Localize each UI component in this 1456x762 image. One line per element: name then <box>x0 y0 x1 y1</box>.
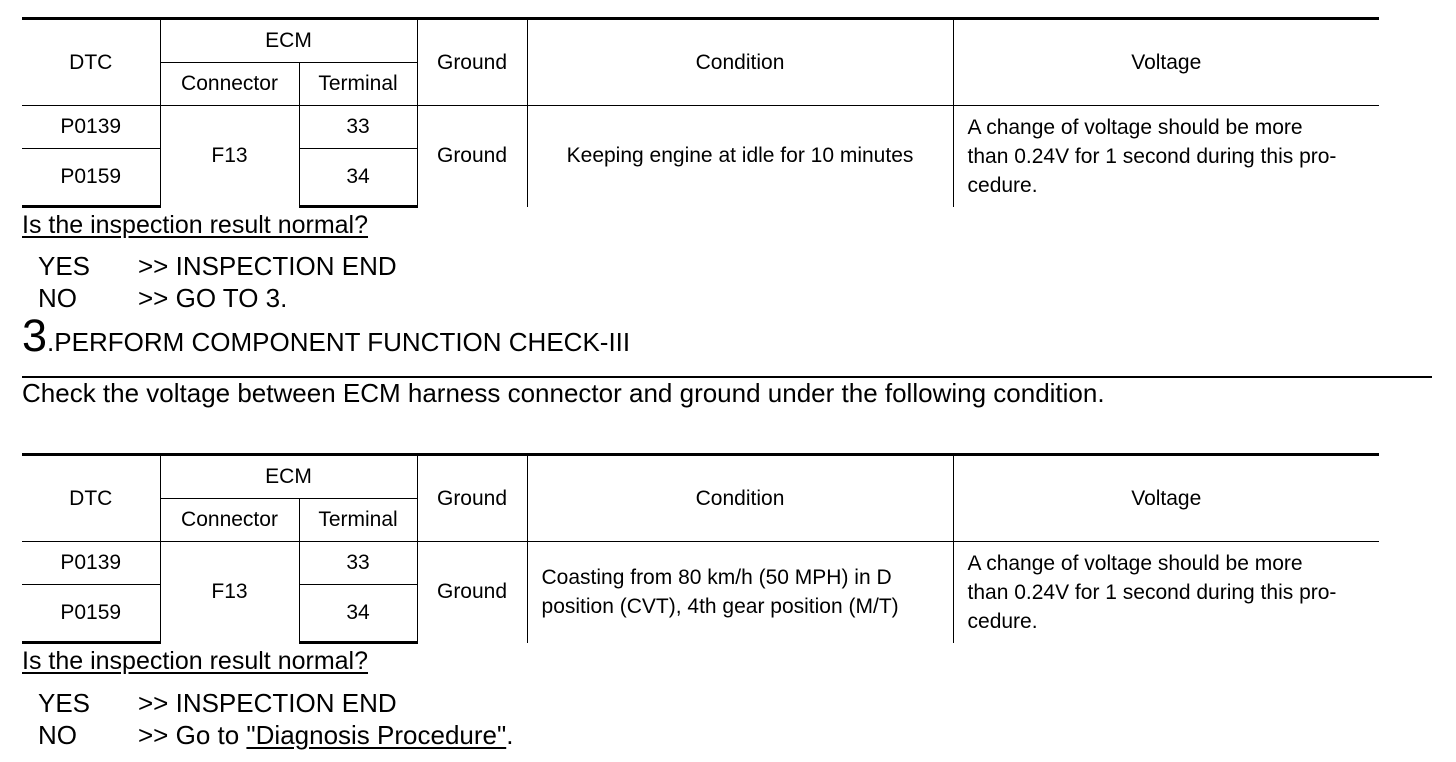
cell-dtc: P0139 <box>22 542 160 585</box>
voltage-line: cedure. <box>967 609 1038 633</box>
header-voltage: Voltage <box>953 455 1379 542</box>
cell-dtc: P0159 <box>22 585 160 643</box>
step-heading <box>22 310 630 362</box>
answer-yes-key: YES <box>38 688 91 718</box>
spec-table-1 <box>22 17 1379 208</box>
answer-no-prefix: >> Go to <box>138 720 247 750</box>
answer-no-key: NO <box>38 720 77 750</box>
answer-no-key: NO <box>38 283 77 313</box>
diagnosis-procedure-link[interactable]: "Diagnosis Procedure" <box>246 720 507 750</box>
answer-yes-key: YES <box>38 251 91 281</box>
step-title: PERFORM COMPONENT FUNCTION CHECK-III <box>54 327 631 357</box>
cell-connector: F13 <box>160 106 299 207</box>
answer-no-suffix: . <box>506 720 514 750</box>
voltage-line: A change of voltage should be more <box>967 115 1303 139</box>
header-ecm: ECM <box>160 455 417 499</box>
header-ground: Ground <box>417 455 527 542</box>
inspection-question: Is the inspection result normal? <box>22 211 369 239</box>
header-dtc: DTC <box>22 455 160 542</box>
cell-dtc: P0159 <box>22 149 160 207</box>
answer-yes <box>38 688 397 719</box>
cell-voltage <box>953 542 1379 643</box>
cell-terminal: 34 <box>299 585 417 643</box>
voltage-line: than 0.24V for 1 second during this pro- <box>967 580 1337 604</box>
cell-terminal: 33 <box>299 542 417 585</box>
cell-condition: Keeping engine at idle for 10 minutes <box>527 106 953 207</box>
cell-terminal: 33 <box>299 106 417 149</box>
answer-no-value: >> GO TO 3. <box>138 283 288 313</box>
cell-terminal: 34 <box>299 149 417 207</box>
cell-voltage <box>953 106 1379 207</box>
cell-condition <box>527 542 953 643</box>
cell-connector: F13 <box>160 542 299 643</box>
header-terminal: Terminal <box>299 63 417 106</box>
answer-no-value <box>138 720 513 751</box>
step-number: 3 <box>22 310 48 361</box>
voltage-line: than 0.24V for 1 second during this pro- <box>967 144 1337 168</box>
condition-line: position (CVT), 4th gear position (M/T) <box>541 595 899 619</box>
voltage-line: cedure. <box>967 173 1038 197</box>
header-condition: Condition <box>527 455 953 542</box>
cell-ground: Ground <box>417 106 527 207</box>
cell-dtc: P0139 <box>22 106 160 149</box>
header-ecm: ECM <box>160 19 417 63</box>
condition-line: Coasting from 80 km/h (50 MPH) in D <box>541 566 892 590</box>
voltage-line: A change of voltage should be more <box>967 551 1303 575</box>
step-instruction: Check the voltage between ECM harness connector and ground under the following condition. <box>22 378 1105 408</box>
answer-yes-value: >> INSPECTION END <box>138 251 397 281</box>
spec-table-2 <box>22 453 1379 644</box>
step-dot: . <box>47 327 55 357</box>
answer-yes <box>38 251 397 282</box>
inspection-question: Is the inspection result normal? <box>22 647 369 675</box>
header-condition: Condition <box>527 19 953 106</box>
header-terminal: Terminal <box>299 499 417 542</box>
header-voltage: Voltage <box>953 19 1379 106</box>
header-ground: Ground <box>417 19 527 106</box>
answer-yes-value: >> INSPECTION END <box>138 688 397 718</box>
cell-ground: Ground <box>417 542 527 643</box>
header-dtc: DTC <box>22 19 160 106</box>
answer-no <box>38 720 513 751</box>
header-connector: Connector <box>160 63 299 106</box>
header-connector: Connector <box>160 499 299 542</box>
